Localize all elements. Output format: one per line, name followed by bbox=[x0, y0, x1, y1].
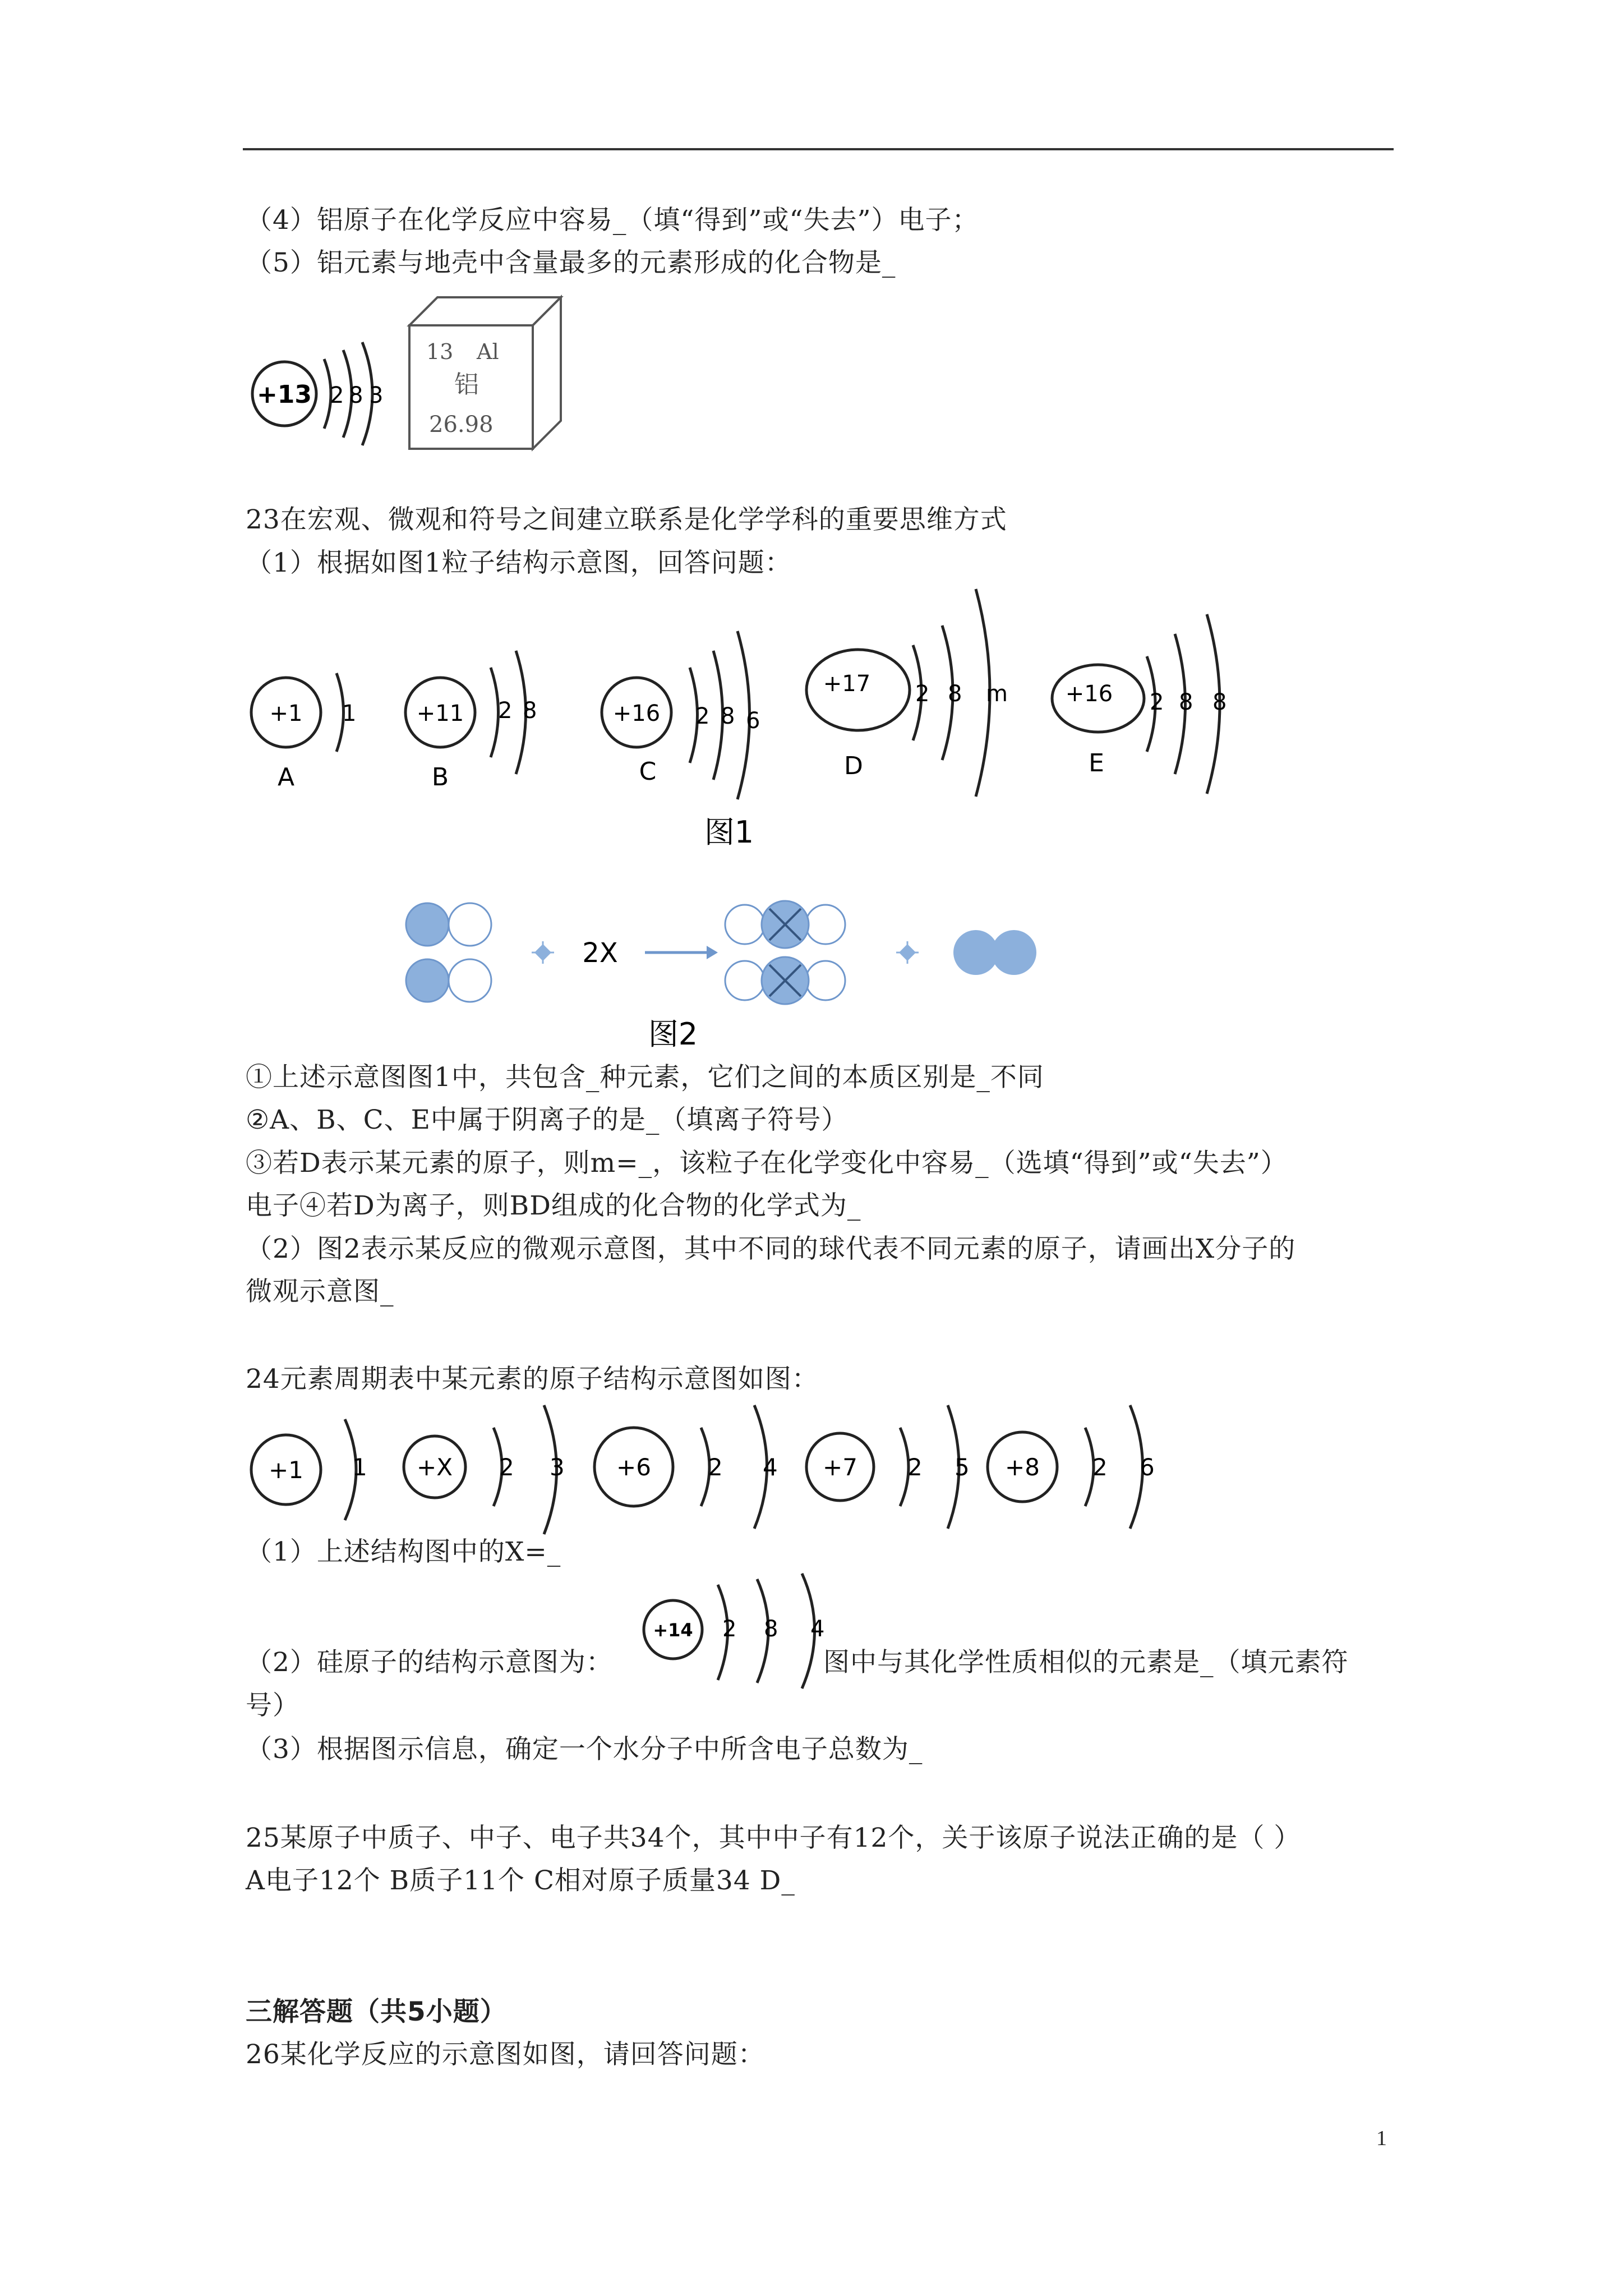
aluminum-atom-diagram bbox=[247, 337, 398, 449]
svg-text:Al: Al bbox=[477, 339, 499, 364]
particle-C bbox=[602, 631, 760, 799]
svg-text:2: 2 bbox=[1092, 1453, 1108, 1481]
svg-text:2: 2 bbox=[695, 703, 710, 729]
svg-text:2: 2 bbox=[915, 681, 930, 707]
q23-part1: （1）根据如图1粒子结构示意图，回答问题： bbox=[246, 547, 792, 578]
q26-title: 26某化学反应的示意图如图，请回答问题： bbox=[246, 2039, 765, 2070]
svg-text:+6: +6 bbox=[616, 1453, 651, 1481]
svg-text:3: 3 bbox=[550, 1453, 565, 1481]
q24-part2-lead: （2）硅原子的结构示意图为： bbox=[246, 1647, 613, 1678]
atom-plus-6 bbox=[594, 1405, 778, 1529]
particle-D bbox=[806, 589, 1008, 797]
svg-text:E: E bbox=[1089, 749, 1104, 777]
figure-2-caption: 图2 bbox=[648, 1016, 698, 1052]
silicon-atom-diagram bbox=[639, 1573, 841, 1691]
svg-text:+16: +16 bbox=[1065, 681, 1113, 707]
q25-title: 25某原子中质子、中子、电子共34个，其中中子有12个，关于该原子说法正确的是（ ） bbox=[246, 1823, 1301, 1853]
svg-text:1: 1 bbox=[352, 1453, 367, 1481]
figure-2-reaction-diagram bbox=[393, 886, 1066, 1055]
particle-B bbox=[405, 651, 537, 792]
svg-text:8: 8 bbox=[349, 383, 363, 408]
svg-text:2: 2 bbox=[708, 1453, 723, 1481]
q24-title: 24元素周期表中某元素的原子结构示意图如图： bbox=[246, 1364, 819, 1395]
svg-text:+1: +1 bbox=[269, 701, 303, 726]
q23-title: 23在宏观、微观和符号之间建立联系是化学学科的重要思维方式 bbox=[246, 504, 1007, 535]
svg-text:+11: +11 bbox=[416, 701, 464, 726]
q23-part2-a: （2）图2表示某反应的微观示意图，其中不同的球代表不同元素的原子，请画出X分子的 bbox=[246, 1234, 1296, 1264]
svg-text:13: 13 bbox=[426, 339, 454, 364]
svg-text:1: 1 bbox=[342, 701, 357, 726]
q24-part2-tail: 图中与其化学性质相似的元素是_（填元素符 bbox=[823, 1647, 1349, 1678]
q23-s1: ①上述示意图图1中，共包含_种元素，它们之间的本质区别是_不同 bbox=[246, 1062, 1044, 1093]
svg-text:2: 2 bbox=[330, 383, 344, 408]
svg-text:+X: +X bbox=[417, 1453, 453, 1481]
svg-text:8: 8 bbox=[1212, 689, 1227, 715]
svg-text:2: 2 bbox=[907, 1453, 923, 1481]
q23-part2-b: 微观示意图_ bbox=[246, 1276, 394, 1307]
svg-text:C: C bbox=[639, 757, 657, 786]
atom-plus-7 bbox=[806, 1405, 970, 1529]
figure-1-particle-structures bbox=[247, 583, 1256, 853]
q23-s4: 电子④若D为离子，则BD组成的化合物的化学式为_ bbox=[246, 1190, 861, 1221]
svg-text:26.98: 26.98 bbox=[429, 412, 494, 438]
svg-text:4: 4 bbox=[810, 1616, 825, 1642]
svg-text:+16: +16 bbox=[612, 701, 661, 726]
header-rule bbox=[243, 148, 1394, 150]
particle-A bbox=[251, 673, 356, 792]
q24-part3: （3）根据图示信息，确定一个水分子中所含电子总数为_ bbox=[246, 1734, 923, 1765]
q24-part1: （1）上述结构图中的X=_ bbox=[246, 1536, 561, 1567]
svg-text:2X: 2X bbox=[582, 937, 618, 969]
q24-part2-end: 号） bbox=[246, 1690, 299, 1721]
svg-text:+13: +13 bbox=[256, 380, 312, 409]
svg-text:+14: +14 bbox=[653, 1619, 693, 1641]
svg-text:3: 3 bbox=[369, 383, 384, 408]
svg-text:D: D bbox=[844, 752, 863, 780]
svg-text:+8: +8 bbox=[1005, 1453, 1040, 1481]
svg-text:8: 8 bbox=[1179, 689, 1193, 715]
q23-s2: ②A、B、C、E中属于阴离子的是_（填离子符号） bbox=[246, 1105, 849, 1135]
figure-1-caption: 图1 bbox=[704, 815, 754, 850]
svg-text:2: 2 bbox=[722, 1616, 737, 1642]
svg-text:2: 2 bbox=[1150, 689, 1164, 715]
svg-text:A: A bbox=[277, 763, 295, 792]
svg-text:6: 6 bbox=[1140, 1453, 1155, 1481]
aluminum-periodic-card bbox=[404, 292, 572, 454]
svg-text:B: B bbox=[431, 763, 449, 792]
svg-text:8: 8 bbox=[764, 1616, 778, 1642]
svg-text:4: 4 bbox=[763, 1453, 778, 1481]
particle-E bbox=[1052, 614, 1227, 794]
svg-text:8: 8 bbox=[721, 703, 735, 729]
q24-atom-diagrams bbox=[247, 1402, 1166, 1537]
q25-options: A电子12个 B质子11个 C相对原子质量34 D_ bbox=[246, 1865, 795, 1896]
svg-text:8: 8 bbox=[523, 698, 537, 724]
section-3-heading: 三解答题（共5小题） bbox=[246, 1996, 507, 2027]
atom-plus-1 bbox=[251, 1419, 367, 1520]
svg-text:+17: +17 bbox=[823, 671, 871, 697]
page-number: 1 bbox=[1376, 2127, 1387, 2150]
svg-text:铝: 铝 bbox=[454, 370, 479, 399]
q22-line-4: （4）铝原子在化学反应中容易_（填“得到”或“失去”）电子； bbox=[246, 205, 979, 236]
svg-text:6: 6 bbox=[746, 708, 760, 734]
atom-plus-8 bbox=[988, 1405, 1155, 1529]
svg-text:8: 8 bbox=[948, 681, 962, 707]
svg-text:m: m bbox=[986, 681, 1008, 707]
svg-text:+7: +7 bbox=[823, 1453, 857, 1481]
atom-plus-x bbox=[404, 1405, 565, 1534]
svg-text:2: 2 bbox=[499, 1453, 514, 1481]
svg-text:2: 2 bbox=[498, 698, 513, 724]
q23-s3: ③若D表示某元素的原子，则m=_，该粒子在化学变化中容易_（选填“得到”或“失去”） bbox=[246, 1148, 1288, 1179]
q22-line-5: （5）铝元素与地壳中含量最多的元素形成的化合物是_ bbox=[246, 247, 896, 278]
svg-text:5: 5 bbox=[955, 1453, 970, 1481]
svg-text:+1: +1 bbox=[269, 1456, 303, 1484]
